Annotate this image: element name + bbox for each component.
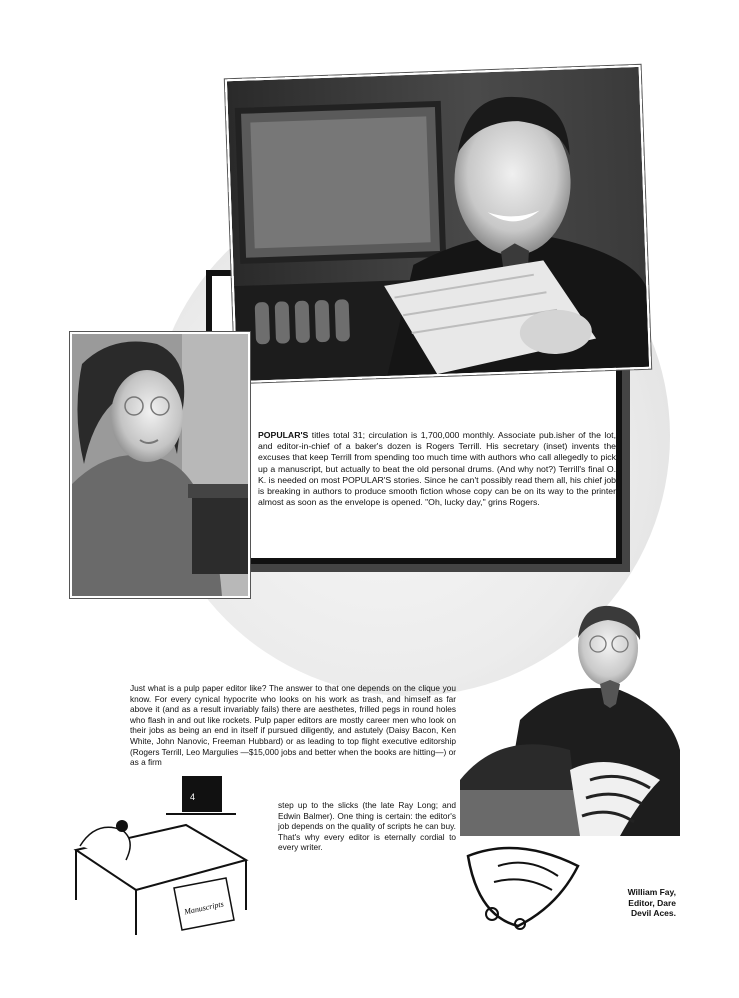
william-fay-caption: [596, 887, 676, 919]
window-number: 4: [190, 792, 196, 802]
body-paragraph-1: Just what is a pulp paper editor like? The answer to that one depends on the clique you know. For every cynical hypocrite who looks on his work as trash, and himself as far above it (and as a result invariably fails) there are aesthetes, frilled pegs in round holes who flash in and out like rockets. Pulp paper editors are mostly career men who look on their jobs as being an end in itself if pursued diligently, and astutely (Daisy Bacon, Ken White, John Nanovic, Freeman Hubbard) or as leading to top flight executive editorship (Rogers Terrill, Leo Margulies —$15,000 jobs and better when the books are hitting—) or as a firm: [130, 683, 456, 768]
bed-cartoon: [66, 770, 266, 935]
photo-secretary-inset: [70, 332, 250, 598]
photo-rogers-terrill: [225, 65, 651, 383]
photo-caption: [258, 430, 616, 508]
caption-text: titles total 31; circulation is 1,700,000 monthly. Associate pub.isher of the lot, and editor-in-chief of a baker's dozen is Rogers Terrill. His secretary (inset) invents the excuses that keep Terrill from spending too much time with authors who call allegedly to pick up a manuscript, but actually to beat the old personal drums. (And why not?) Terrill's final O. K. is needed on most POPULAR'S stories. Since he can't possibly read them all, his chief job is breaking in authors to produce smooth fiction whose copy can be on its way to the printer almost as soon as the envelope is opened. "Oh, lucky day," grins Rogers.: [258, 430, 616, 508]
pen-cartoon: [458, 836, 598, 936]
photo-william-fay: [460, 600, 680, 836]
caption-lead: POPULAR'S: [258, 430, 309, 440]
fay-caption-line2: Editor, Dare: [628, 897, 676, 908]
fay-caption-line3: Devil Aces.: [630, 908, 676, 918]
body-paragraph-2: step up to the slicks (the late Ray Long; and Edwin Balmer). One thing is certain: the editor's job depends on the quality of scripts he can buy. That's why every editor is eternally cordial to every writer.: [278, 800, 456, 853]
manuscripts-label: Manuscripts: [183, 899, 225, 917]
fay-caption-line1: William Fay,: [627, 887, 676, 897]
